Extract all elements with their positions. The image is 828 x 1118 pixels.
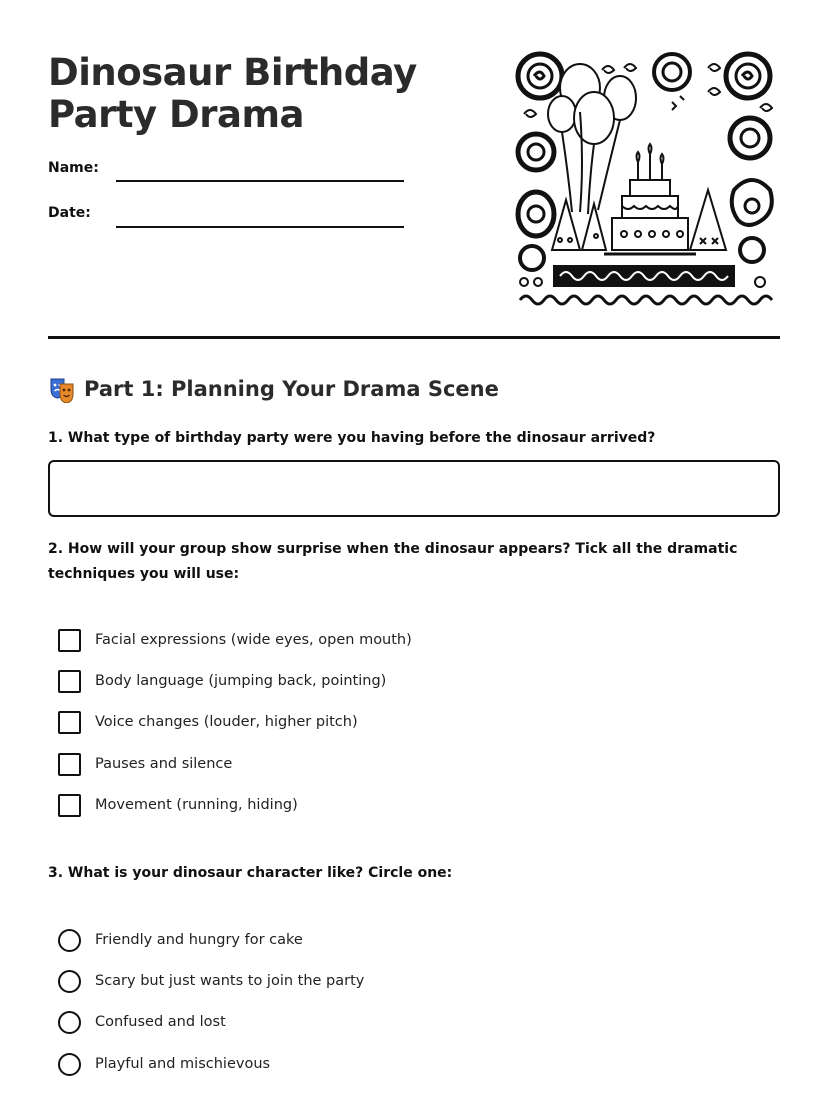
radio-circle[interactable] [58,929,81,952]
technique-label: Voice changes (louder, higher pitch) [95,714,358,730]
swirl-ornament-icon [726,54,770,98]
technique-option[interactable] [58,793,298,817]
character-option[interactable] [58,969,364,993]
swirl-ornament-icon [518,134,554,170]
header-divider [48,336,780,339]
technique-option[interactable] [58,669,386,693]
technique-option[interactable] [58,710,358,734]
checkbox[interactable] [58,629,81,652]
character-label: Friendly and hungry for cake [95,932,303,948]
technique-label: Movement (running, hiding) [95,797,298,813]
section-title-text: Part 1: Planning Your Drama Scene [84,377,499,401]
checkbox[interactable] [58,670,81,693]
radio-circle[interactable] [58,1053,81,1076]
character-option[interactable] [58,928,303,952]
name-label: Name: [48,160,99,176]
character-option[interactable] [58,1052,270,1076]
technique-option[interactable] [58,628,412,652]
question-2: 2. How will your group show surprise when the dinosaur appears? Tick all the dramatic techniques you will use: [48,541,738,582]
swirl-ornament-icon [518,54,562,98]
swirl-ornament-icon [730,118,770,158]
question-3: 3. What is your dinosaur character like? Circle one: [48,865,453,881]
date-field[interactable] [116,226,404,228]
worksheet-title: Dinosaur Birthday Party Drama [48,51,417,136]
date-label: Date: [48,205,91,221]
swirl-ornament-icon [732,180,772,225]
technique-label: Body language (jumping back, pointing) [95,673,387,689]
name-field[interactable] [116,180,404,182]
character-option[interactable] [58,1010,226,1034]
radio-circle[interactable] [58,970,81,993]
radio-circle[interactable] [58,1011,81,1034]
technique-option[interactable] [58,752,232,776]
character-label: Scary but just wants to join the party [95,973,365,989]
theater-masks-icon [48,375,76,403]
technique-label: Facial expressions (wide eyes, open mouth) [95,632,412,648]
cake-icon [604,144,696,254]
swirl-ornament-icon [518,192,554,236]
technique-label: Pauses and silence [95,756,233,772]
balloon-icon [548,64,636,214]
checkbox[interactable] [58,753,81,776]
swirl-ornament-icon [654,54,690,90]
question-1: 1. What type of birthday party were you having before the dinosaur arrived? [48,430,656,446]
checkbox[interactable] [58,711,81,734]
character-label: Playful and mischievous [95,1056,271,1072]
birthday-cake-illustration [512,50,776,312]
character-label: Confused and lost [95,1014,226,1030]
section-heading [48,374,499,404]
checkbox[interactable] [58,794,81,817]
party-type-answer-box[interactable] [48,460,780,517]
